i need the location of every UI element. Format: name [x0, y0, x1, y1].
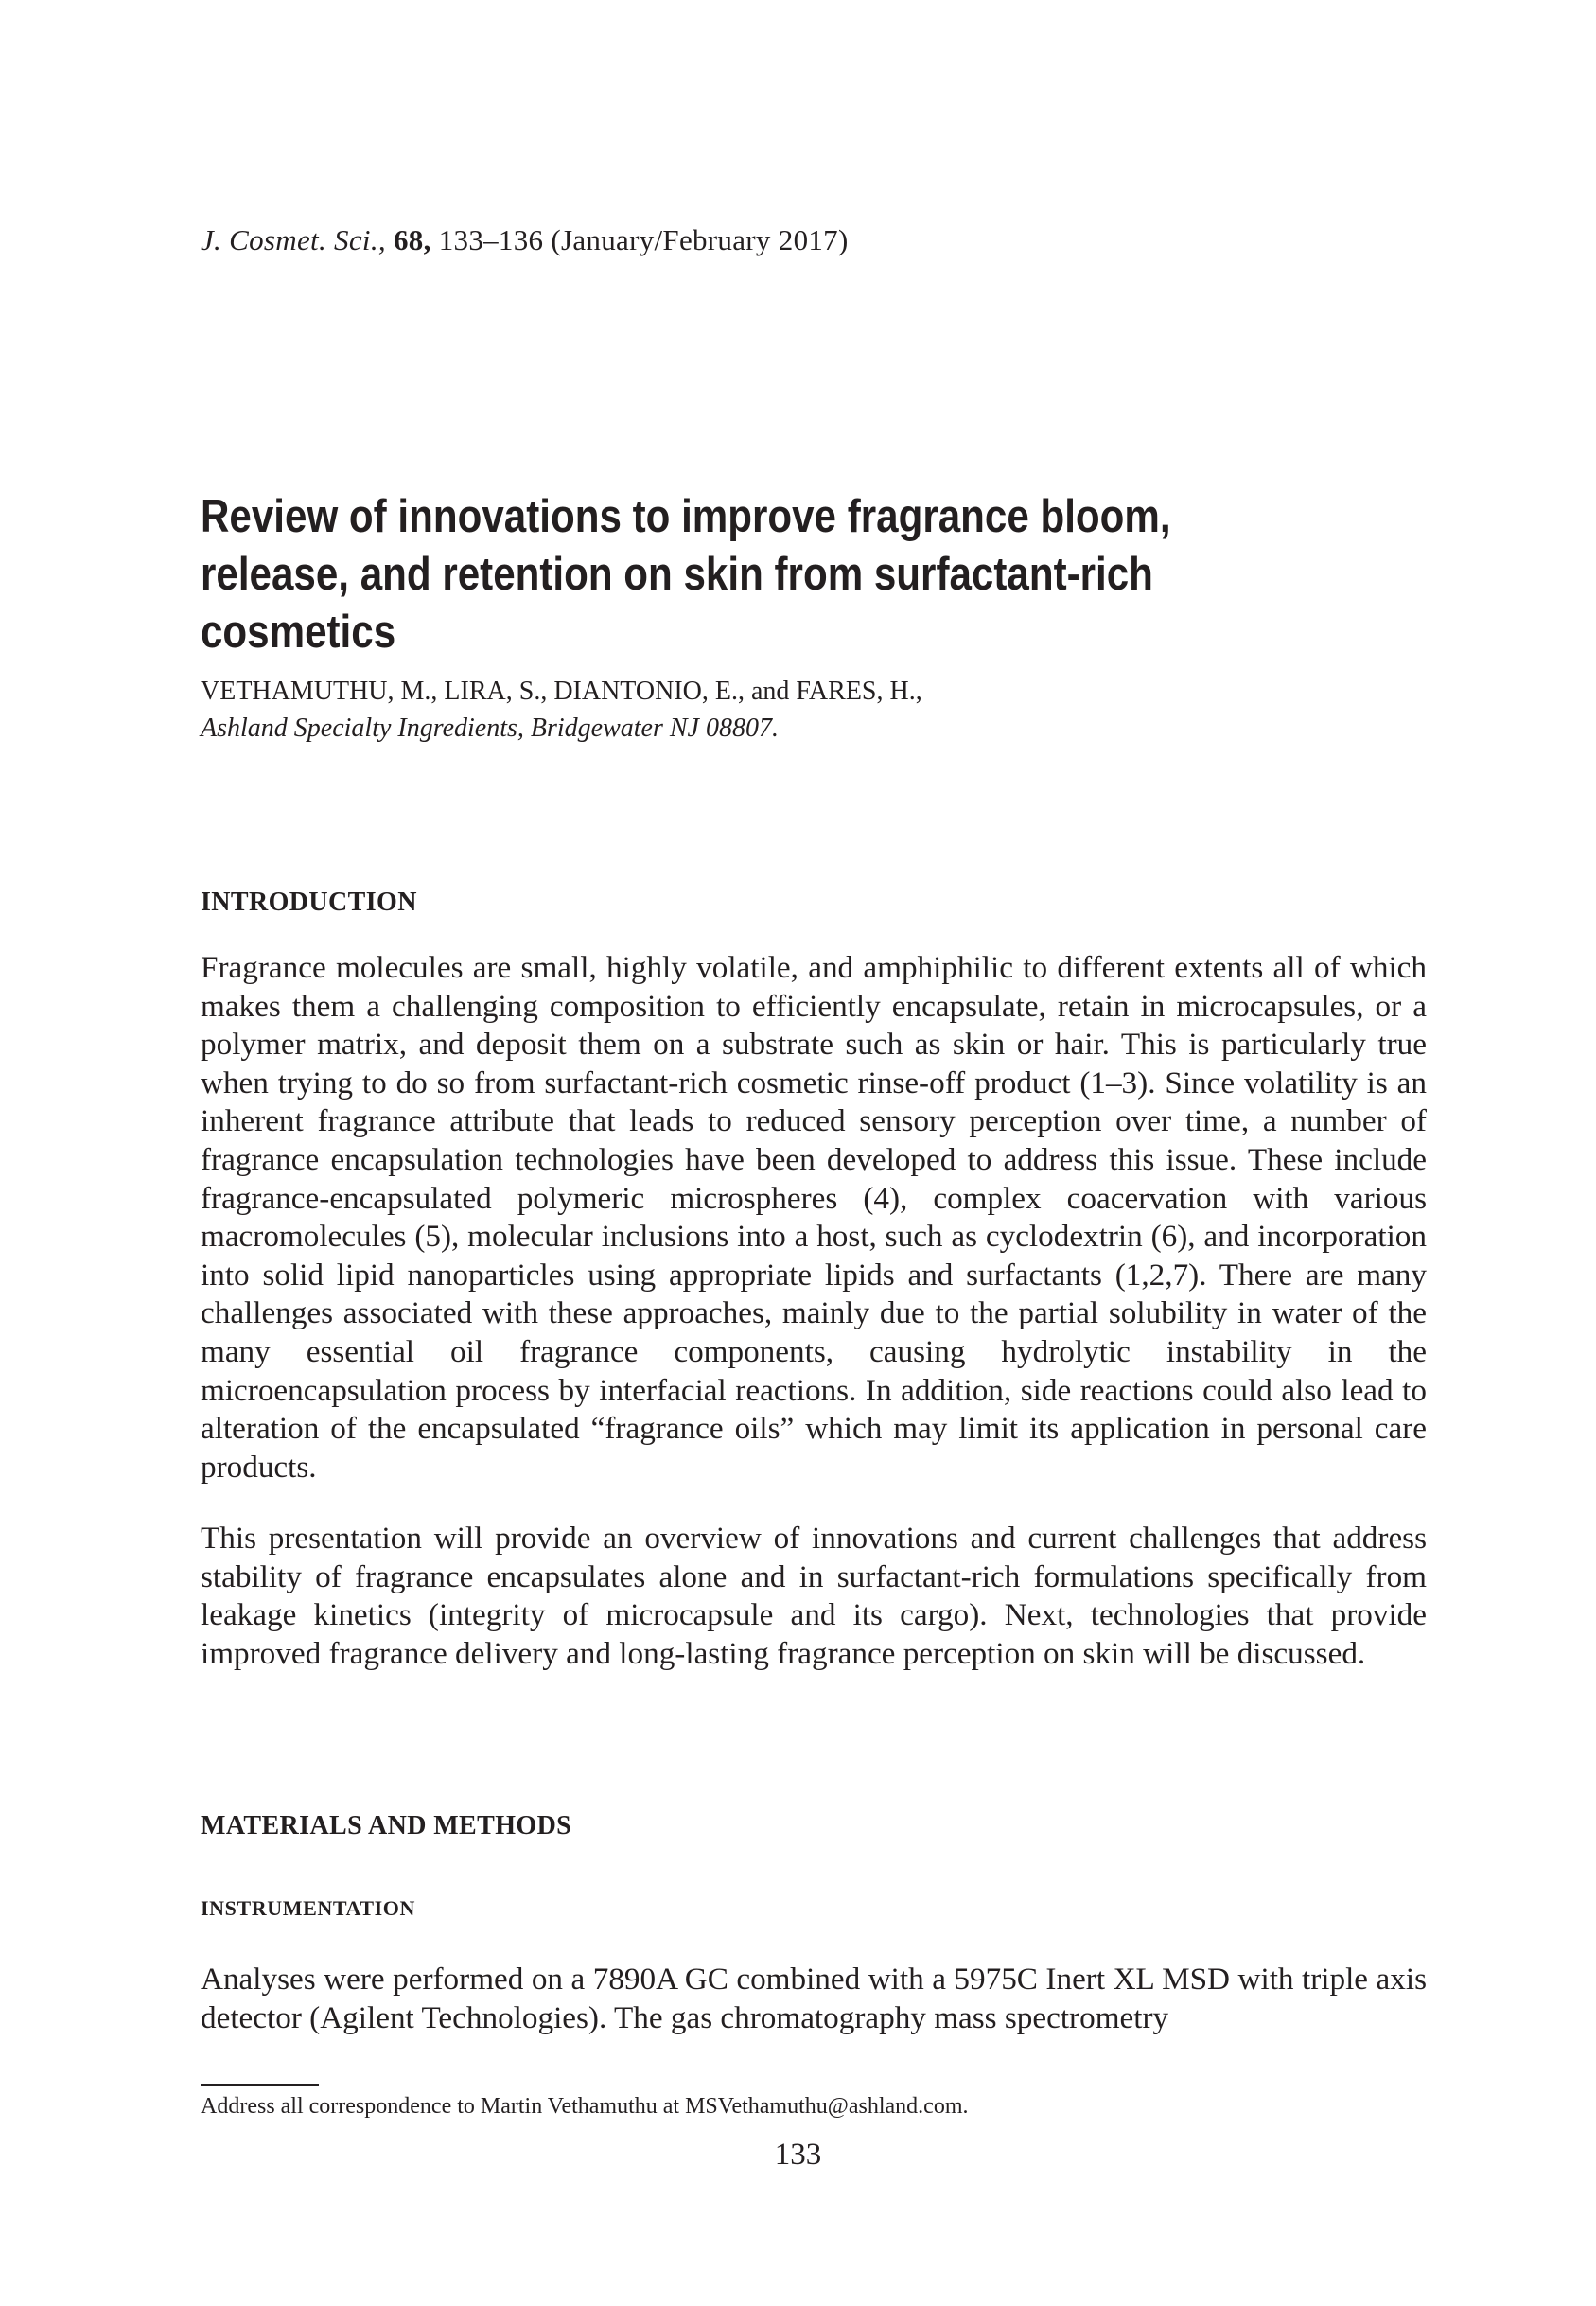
author-affiliation: Ashland Specialty Ingredients, Bridgewater NJ 08807. [201, 713, 779, 743]
materials-paragraph-1: Analyses were performed on a 7890A GC combined with a 5975C Inert XL MSD with triple axis detector (Agilent Technologies). The gas chromatography mass spectrometry [201, 1962, 1427, 2035]
introduction-paragraph-2: This presentation will provide an overview of innovations and current challenges that address stability of fragrance encapsulates alone and in surfactant-rich formulations specifically from leakage kinetics (integrity of microcapsule and its cargo). Next, technologies that provide improved fragrance delivery and long-lasting fragrance perception on skin will be discussed. [201, 1521, 1427, 1671]
instrumentation-subheading: INSTRUMENTATION [201, 1896, 415, 1920]
introduction-heading: INTRODUCTION [201, 888, 417, 917]
introduction-paragraph-1: Fragrance molecules are small, highly volatile, and amphiphilic to different extents all of which makes them a challenging composition to efficiently encapsulate, retain in microcapsules, or a polymer matrix, and deposit them on a substrate such as skin or hair. This is particularly true when trying to do so from surfactant-rich cosmetic rinse-off product (1–3). Since volatility is an inherent fragrance attribute that leads to reduced sensory perception over time, a number of fragrance encapsulation technologies have been developed to address this issue. These include fragrance-encapsulated polymeric microspheres (4), complex coacervation with various macromolecules (5), molecular inclusions into a host, such as cyclodextrin (6), and incorporation into solid lipid nanoparticles using appropriate lipids and surfactants (1,2,7). There are many challenges associated with these approaches, mainly due to the partial solubility in water of the many essential oil fragrance components, causing hydrolytic instability in the microencapsulation process by interfacial reactions. In addition, side reactions could also lead to alteration of the encapsulated “fragrance oils” which may limit its application in personal care products. [201, 950, 1427, 1485]
journal-citation [201, 223, 849, 257]
page-number: 133 [774, 2138, 822, 2172]
footnote-divider [201, 2084, 319, 2086]
journal-volume: 68, [394, 223, 431, 256]
journal-pages-date: 133–136 (January/February 2017) [438, 223, 849, 256]
materials-methods-heading: MATERIALS AND METHODS [201, 1811, 572, 1840]
correspondence-footnote: Address all correspondence to Martin Vethamuthu at MSVethamuthu@ashland.com. [201, 2094, 969, 2119]
author-list: VETHAMUTHU, M., LIRA, S., DIANTONIO, E., and FARES, H., [201, 677, 922, 706]
article-title: Review of innovations to improve fragrance bloom, release, and retention on skin from surfactant-rich cosmetics [201, 491, 1171, 658]
journal-name: J. Cosmet. Sci., [201, 223, 386, 256]
